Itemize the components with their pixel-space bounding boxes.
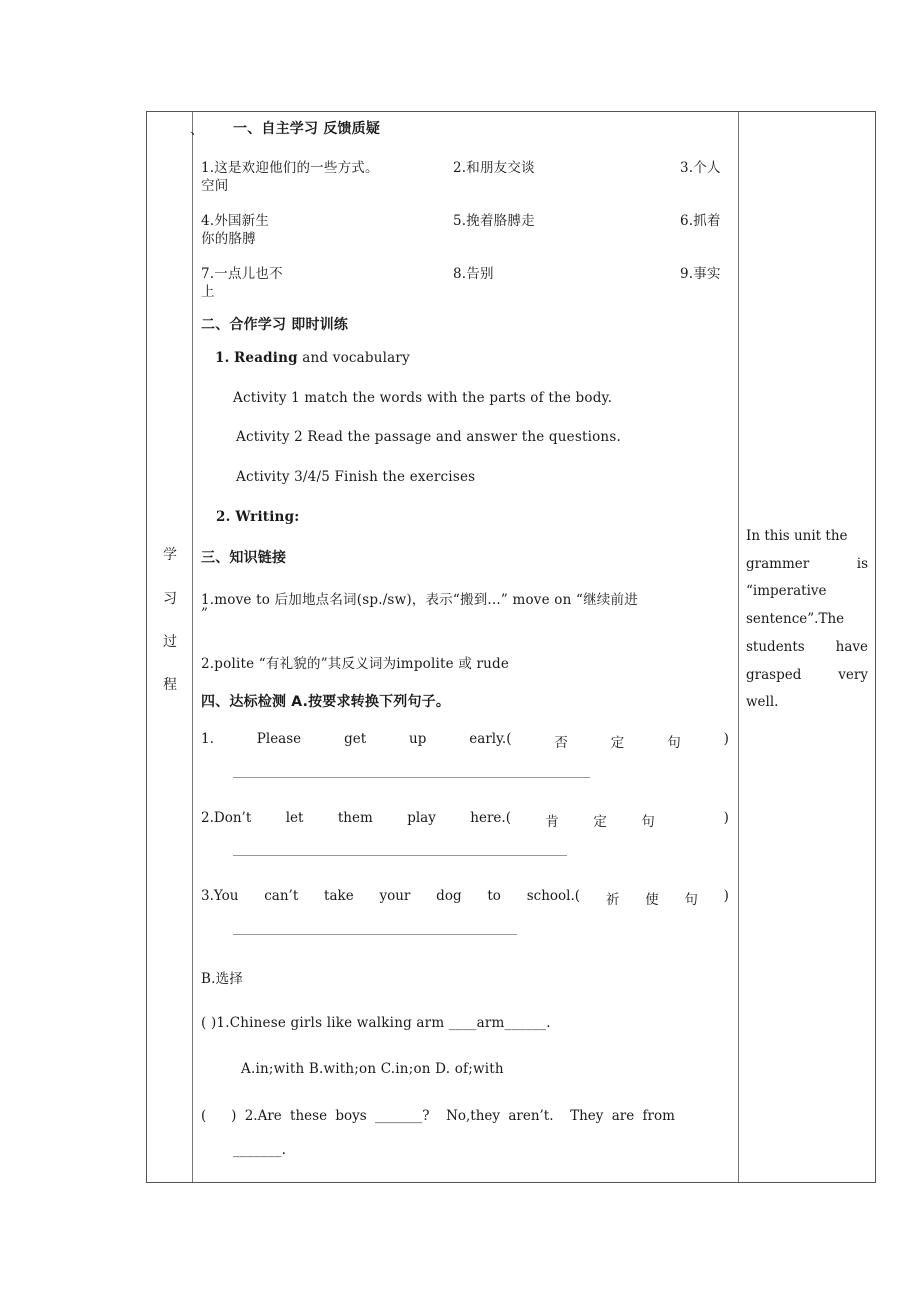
word: play (407, 810, 436, 826)
choice-question-1: ( )1.Chinese girls like walking arm ____arm______. (201, 1015, 551, 1031)
side-label-char: 过 (163, 634, 177, 650)
word: 3.You (201, 888, 239, 904)
activity-1: Activity 1 match the words with the parts of the body. (233, 390, 613, 406)
word: 定 (593, 814, 607, 830)
word: 句 (641, 814, 655, 830)
reading-bold: Reading (234, 350, 298, 366)
note-text: students (746, 639, 805, 655)
side-label-char: 学 (163, 547, 177, 563)
writing-heading: 2. Writing: (216, 509, 300, 525)
word: 肯 (545, 814, 559, 830)
reading-heading (215, 350, 410, 366)
reading-rest: and vocabulary (297, 350, 410, 366)
note-line (746, 583, 868, 599)
vocab-item: 4.外国新生 (201, 213, 270, 229)
word: 使 (645, 892, 659, 908)
answer-line-3[interactable] (233, 934, 517, 935)
vocab-item: 9.事实 (680, 266, 721, 282)
word: 定 (610, 735, 625, 751)
answer-line-2[interactable] (233, 855, 567, 856)
reading-number: 1. (215, 350, 230, 366)
word: Please (256, 731, 302, 747)
transform-question-2 (201, 810, 729, 830)
choice-question-2-wrap: _______. (233, 1142, 287, 1158)
word: ) (723, 888, 729, 904)
question-text: ( ) 2.Are these boys _______? No,they aren’t. They are from (201, 1108, 675, 1124)
side-label-char: 习 (163, 591, 177, 607)
word: take (324, 888, 354, 904)
word: school.( (526, 888, 581, 904)
section-title-2: 二、合作学习 即时训练 (201, 317, 349, 333)
word: 2.Don’t (201, 810, 252, 826)
vocab-item: 8.告别 (453, 266, 494, 282)
knowledge-item-1: 1.move to 后加地点名词(sp./sw)，表示“搬到...” move on “继续前进 (201, 592, 638, 608)
note-line (746, 694, 868, 710)
note-text: In this unit the (746, 528, 848, 544)
answer-line-1[interactable] (233, 777, 590, 778)
vocab-item: 1.这是欢迎他们的一些方式。 (201, 160, 379, 176)
note-text: well. (746, 694, 779, 710)
choice-question-1-options: A.in;with B.with;on C.in;on D. of;with (241, 1061, 504, 1077)
note-line (746, 667, 868, 683)
vocab-item: 5.挽着胳膊走 (453, 213, 535, 229)
knowledge-item-1-wrap: ” (201, 606, 209, 622)
transform-question-3 (201, 888, 729, 908)
note-text: “imperative (746, 583, 827, 599)
word: to (487, 888, 501, 904)
vocab-item: 3.个人 (680, 160, 721, 176)
vocab-item: 6.抓着 (680, 213, 721, 229)
choice-section-title: B.选择 (201, 971, 244, 987)
activity-3: Activity 3/4/5 Finish the exercises (236, 469, 476, 485)
note-text: grasped (746, 667, 802, 683)
side-label-column (147, 112, 193, 1182)
vocab-item: 2.和朋友交谈 (453, 160, 535, 176)
choice-question-2 (201, 1108, 729, 1124)
note-text: grammer (746, 556, 810, 572)
word: 句 (667, 735, 681, 751)
section-title-3: 三、知识链接 (201, 550, 287, 566)
activity-2: Activity 2 Read the passage and answer the questions. (236, 429, 621, 445)
word: here.( (470, 810, 511, 826)
word: 祈 (605, 892, 620, 908)
word: ) (723, 731, 729, 747)
section-title-4: 四、达标检测 A.按要求转换下列句子。 (201, 694, 451, 710)
word: ) (723, 810, 729, 826)
note-text: very (838, 667, 868, 683)
word: get (344, 731, 367, 747)
transform-question-1 (201, 731, 729, 751)
vocab-item-wrap: 上 (201, 284, 215, 300)
note-line (746, 639, 868, 655)
word: up (409, 731, 427, 747)
word: dog (436, 888, 462, 904)
stray-mark: 、 (190, 122, 204, 138)
knowledge-item-2: 2.polite “有礼貌的”其反义词为impolite 或 rude (201, 656, 510, 672)
side-label-char: 程 (163, 677, 177, 693)
vocab-item-wrap: 空间 (201, 178, 229, 194)
vocab-item-wrap: 你的胳膊 (201, 231, 256, 247)
word: early.( (469, 731, 512, 747)
section-title-1: 一、自主学习 反馈质疑 (233, 121, 381, 137)
vocab-item: 7.一点儿也不 (201, 266, 283, 282)
word: them (337, 810, 373, 826)
word: 句 (684, 892, 698, 908)
note-text: have (835, 639, 868, 655)
note-line (746, 611, 868, 627)
word: can’t (264, 888, 299, 904)
word: let (285, 810, 304, 826)
word: your (379, 888, 411, 904)
word: 1. (201, 731, 214, 747)
note-text: is (856, 556, 868, 572)
note-line (746, 556, 868, 572)
note-text: sentence”.The (746, 611, 845, 627)
note-line (746, 528, 868, 544)
word: 否 (554, 735, 568, 751)
